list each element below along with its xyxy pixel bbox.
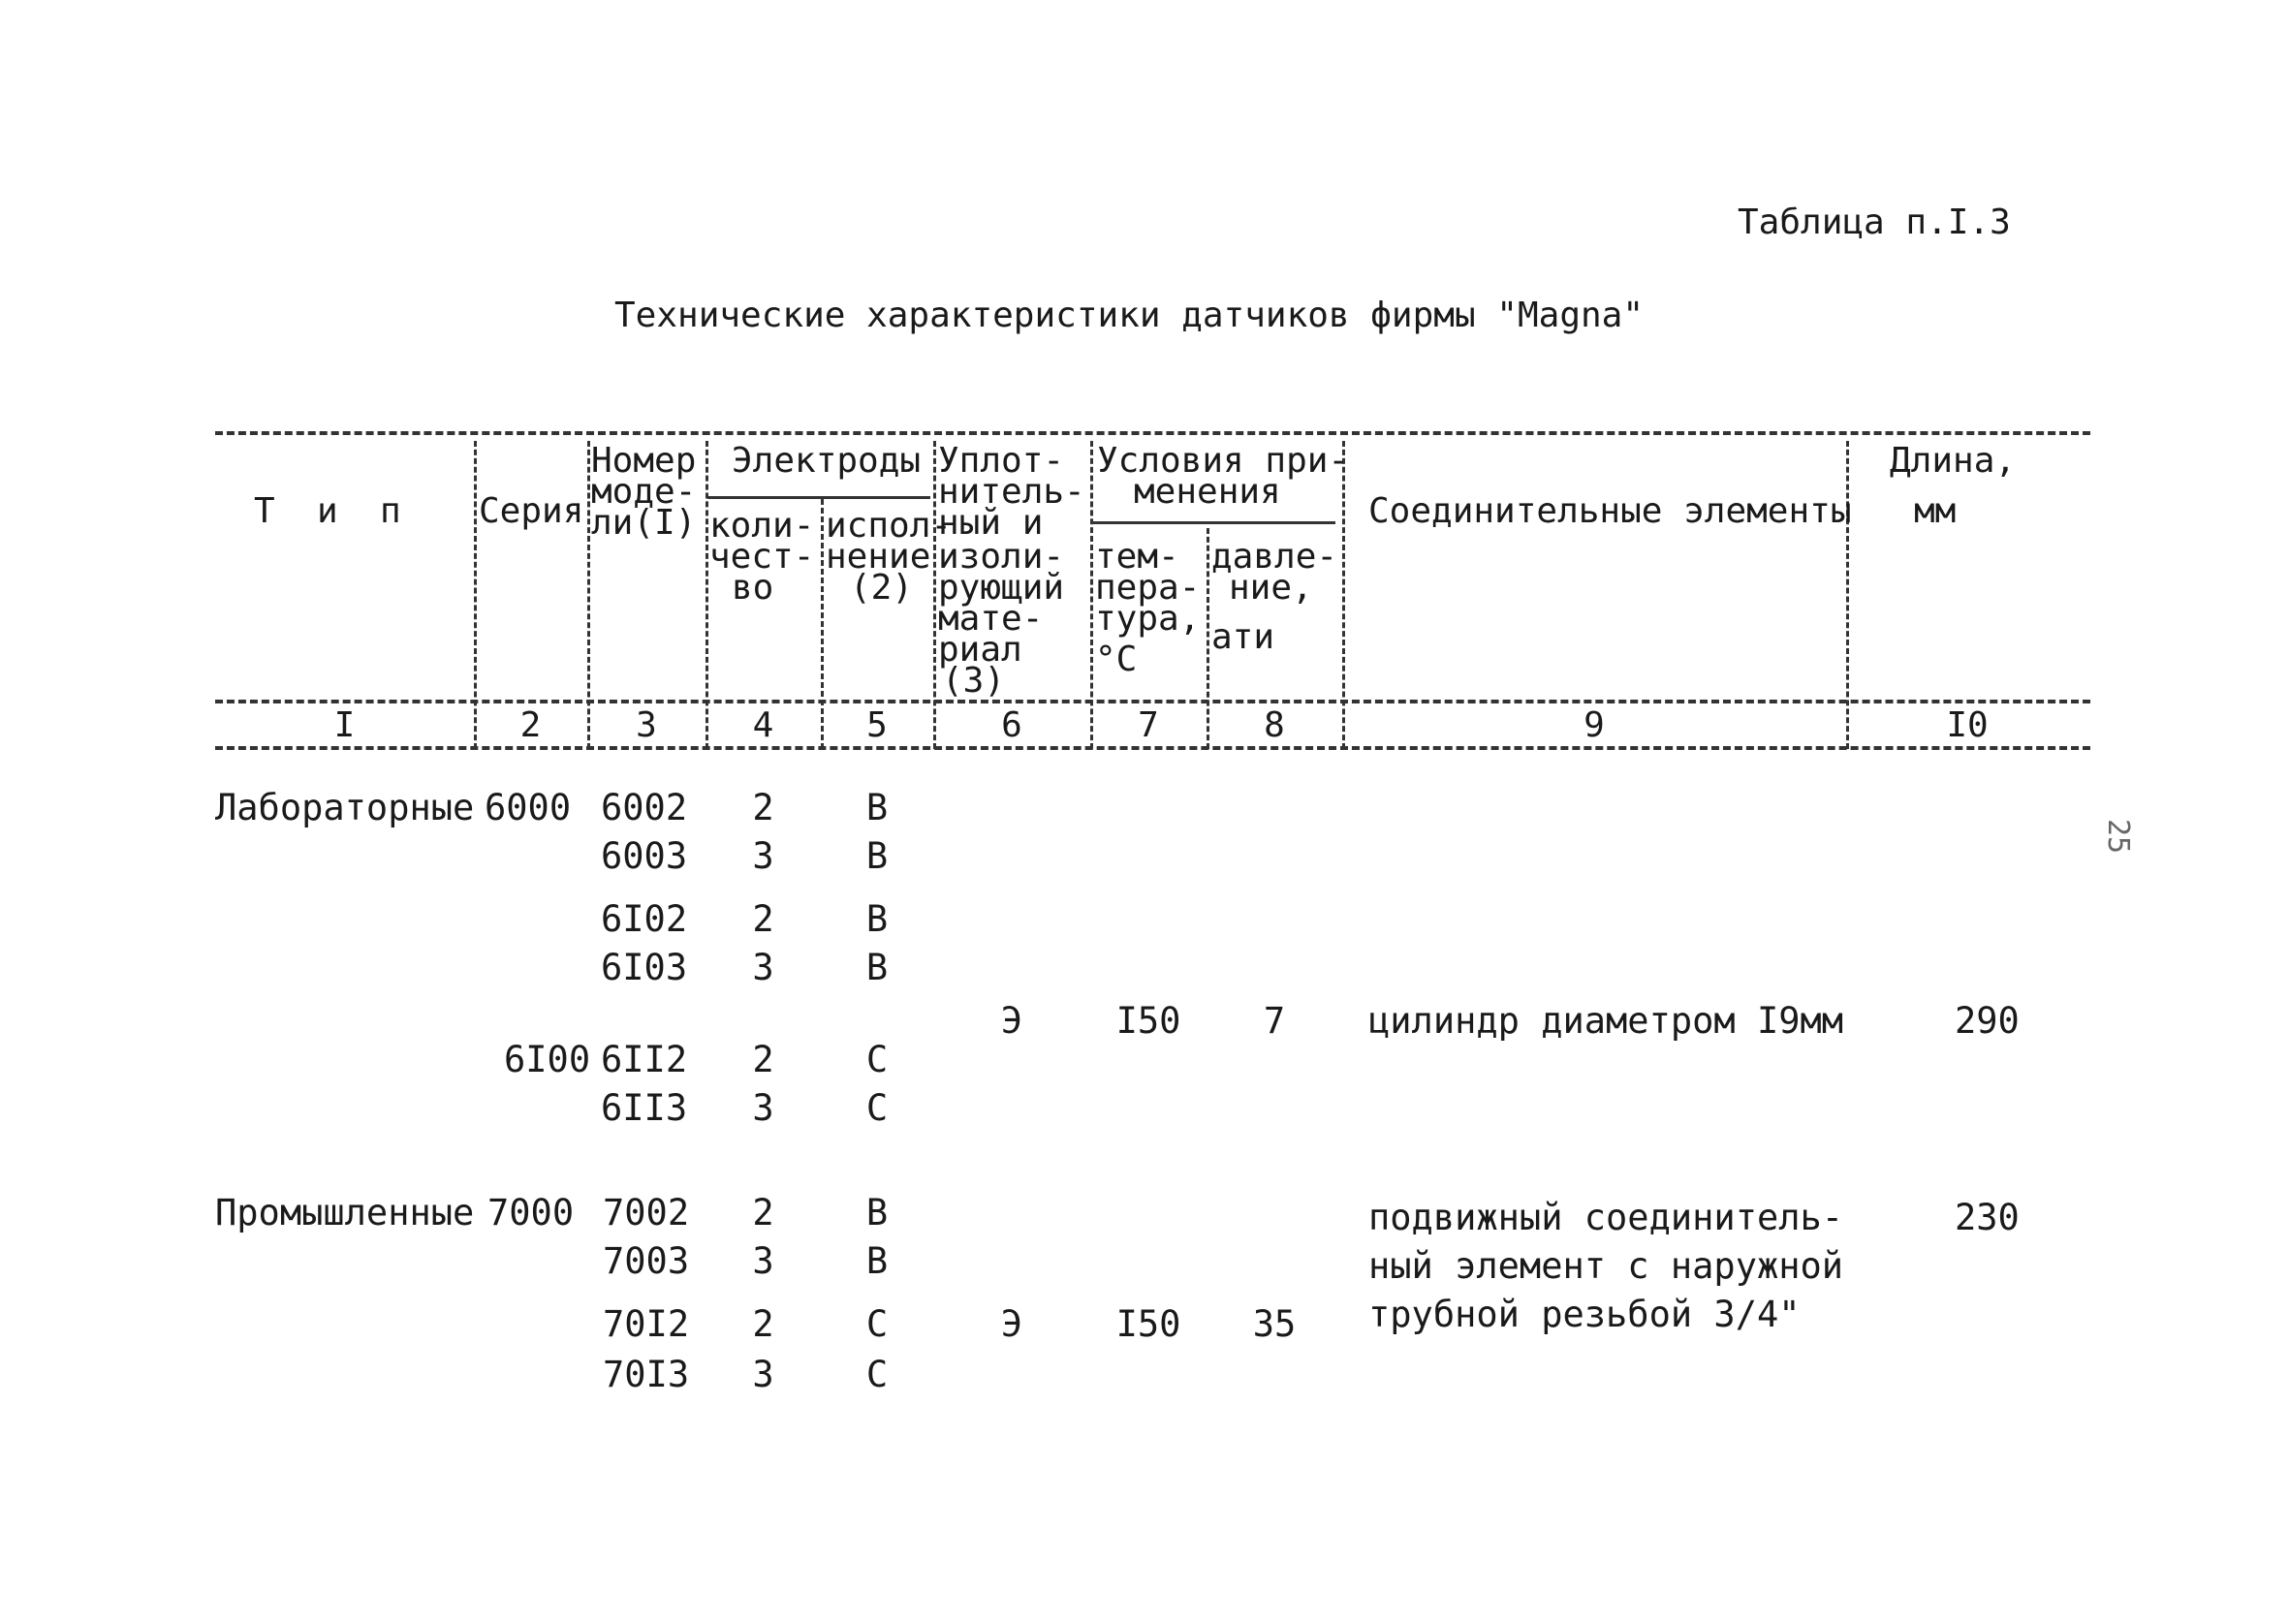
industrial-temperature: I50 bbox=[1115, 1303, 1181, 1345]
header-material-line7: риал bbox=[938, 630, 1022, 670]
industrial-connection-line1: подвижный соединитель- bbox=[1368, 1197, 1844, 1238]
header-temperature-line1: тем- bbox=[1095, 537, 1179, 577]
industrial-material: Э bbox=[1000, 1303, 1023, 1345]
industrial-pressure: 35 bbox=[1252, 1303, 1297, 1345]
header-execution-line3: (2) bbox=[850, 568, 914, 608]
header-material-line8: (3) bbox=[942, 661, 1006, 701]
col-sep-1 bbox=[474, 441, 477, 749]
series-6100: 6I00 bbox=[504, 1039, 591, 1080]
table-top-rule bbox=[215, 431, 2090, 435]
header-material-line2: нитель- bbox=[938, 472, 1085, 512]
table-row-execution: C bbox=[865, 1087, 889, 1129]
type-laboratory: Лабораторные bbox=[215, 787, 475, 828]
header-length-line1: Длина, bbox=[1890, 441, 2017, 481]
header-bottom-rule bbox=[215, 700, 2090, 703]
table-row-count: 2 bbox=[752, 1039, 774, 1080]
header-type: Т и п bbox=[254, 491, 401, 531]
type-industrial: Промышленные bbox=[215, 1192, 475, 1234]
table-row-count: 2 bbox=[752, 1303, 774, 1345]
table-row-model: 6002 bbox=[601, 787, 688, 828]
table-row-model: 6II2 bbox=[601, 1039, 688, 1080]
table-row-count: 3 bbox=[752, 947, 774, 988]
header-count-line2: чест- bbox=[709, 537, 815, 577]
column-number: 7 bbox=[1138, 705, 1159, 745]
table-row-model: 7003 bbox=[603, 1240, 690, 1282]
page-side-mark: 25 bbox=[2101, 819, 2135, 855]
header-material-line4: изоли- bbox=[938, 537, 1065, 577]
conditions-group-rule bbox=[1093, 521, 1335, 524]
header-temperature-line3: тура, bbox=[1095, 599, 1201, 639]
header-pressure-line2: ние, bbox=[1229, 568, 1313, 608]
header-material-line3: ный и bbox=[938, 503, 1044, 543]
header-material-line1: Уплот- bbox=[938, 441, 1065, 481]
column-number: 2 bbox=[519, 705, 542, 745]
industrial-length: 230 bbox=[1955, 1197, 2020, 1238]
series-7000: 7000 bbox=[487, 1192, 575, 1234]
column-number: 3 bbox=[636, 705, 657, 745]
header-model-line2: моде- bbox=[591, 472, 697, 512]
header-material-line5: рующий bbox=[938, 568, 1065, 608]
table-row-execution: B bbox=[865, 1240, 889, 1282]
header-temperature-line4: °C bbox=[1095, 640, 1138, 679]
col-sep-3 bbox=[706, 441, 708, 749]
header-connections: Соединительные элементы bbox=[1368, 491, 1852, 531]
table-row-model: 6I02 bbox=[601, 898, 688, 940]
table-row-model: 70I2 bbox=[603, 1303, 690, 1345]
header-count-line1: коли- bbox=[709, 506, 815, 546]
electrodes-group-rule bbox=[707, 496, 930, 499]
column-number: I0 bbox=[1946, 705, 1989, 745]
table-row-model: 6II3 bbox=[601, 1087, 688, 1129]
header-temperature-line2: пера- bbox=[1095, 568, 1201, 608]
column-number: 9 bbox=[1583, 705, 1605, 745]
table-row-execution: B bbox=[865, 787, 889, 828]
table-row-count: 2 bbox=[752, 787, 774, 828]
header-conditions-line1: Условия при- bbox=[1097, 441, 1350, 481]
column-number: 8 bbox=[1264, 705, 1285, 745]
header-length-line2: мм bbox=[1914, 491, 1957, 531]
header-execution-line2: нение bbox=[826, 537, 931, 577]
numbers-bottom-rule bbox=[215, 746, 2090, 750]
laboratory-material: Э bbox=[1000, 1000, 1023, 1042]
series-6000: 6000 bbox=[485, 787, 572, 828]
laboratory-pressure: 7 bbox=[1263, 1000, 1286, 1042]
header-pressure-line3: ати bbox=[1211, 617, 1275, 657]
header-electrodes-group: Электроды bbox=[732, 441, 922, 481]
header-count-line3: во bbox=[732, 568, 774, 608]
column-number: 4 bbox=[752, 705, 774, 745]
table-row-execution: B bbox=[865, 947, 889, 988]
industrial-connection-line3: трубной резьбой 3/4" bbox=[1368, 1294, 1801, 1335]
table-row-execution: C bbox=[865, 1303, 889, 1345]
table-row-count: 2 bbox=[752, 898, 774, 940]
table-row-count: 3 bbox=[752, 1087, 774, 1129]
industrial-connection-line2: ный элемент с наружной bbox=[1368, 1245, 1844, 1287]
table-row-count: 3 bbox=[752, 835, 774, 877]
col-sep-8 bbox=[1342, 441, 1345, 749]
header-execution-line1: испол- bbox=[826, 506, 953, 546]
column-number: I bbox=[333, 705, 356, 745]
table-row-model: 6003 bbox=[601, 835, 688, 877]
table-row-execution: C bbox=[865, 1354, 889, 1395]
col-sep-6 bbox=[1090, 441, 1093, 749]
laboratory-temperature: I50 bbox=[1115, 1000, 1181, 1042]
table-row-execution: B bbox=[865, 1192, 889, 1234]
header-model-line1: Номер bbox=[591, 441, 697, 481]
col-sep-2 bbox=[587, 441, 590, 749]
table-row-model: 7002 bbox=[603, 1192, 690, 1234]
table-row-count: 3 bbox=[752, 1240, 774, 1282]
table-row-count: 2 bbox=[752, 1192, 774, 1234]
header-material-line6: мате- bbox=[938, 599, 1044, 639]
col-sep-5 bbox=[933, 441, 936, 749]
table-title: Технические характеристики датчиков фирмы "Magna" bbox=[614, 296, 1645, 335]
table-row-execution: B bbox=[865, 835, 889, 877]
table-row-execution: B bbox=[865, 898, 889, 940]
header-model-line3: ли(I) bbox=[591, 503, 697, 543]
laboratory-connection: цилиндр диаметром I9мм bbox=[1368, 1000, 1844, 1042]
table-row-model: 6I03 bbox=[601, 947, 688, 988]
col-sep-9 bbox=[1846, 441, 1849, 749]
laboratory-length: 290 bbox=[1955, 1000, 2020, 1042]
table-row-model: 70I3 bbox=[603, 1354, 690, 1395]
table-row-execution: C bbox=[865, 1039, 889, 1080]
table-caption: Таблица п.I.3 bbox=[1738, 203, 2011, 242]
column-number: 5 bbox=[866, 705, 888, 745]
table-row-count: 3 bbox=[752, 1354, 774, 1395]
header-pressure-line1: давле- bbox=[1211, 537, 1338, 577]
header-series: Серия bbox=[479, 491, 584, 531]
header-conditions-line2: менения bbox=[1134, 472, 1281, 512]
column-number: 6 bbox=[1001, 705, 1022, 745]
